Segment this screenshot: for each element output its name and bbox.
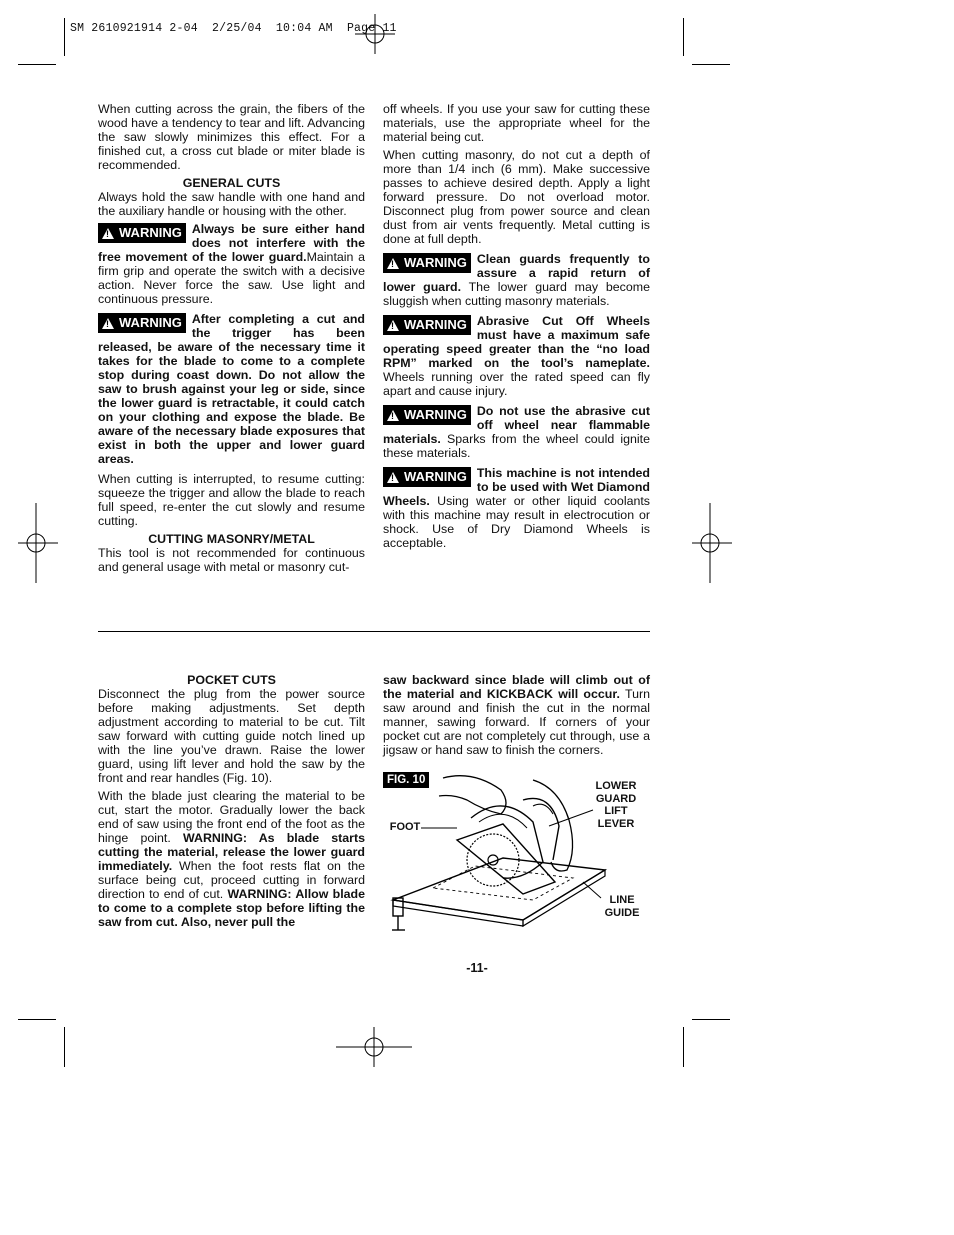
masonry-heading: CUTTING MASONRY/METAL — [148, 532, 315, 546]
lower-left-column — [98, 673, 365, 933]
warning-badge: ! WARNING — [383, 253, 471, 273]
warning-badge: ! WARNING — [98, 313, 186, 333]
figure-label: FIG. 10 — [383, 772, 429, 788]
masonry-text: This tool is not recommended for continuous and general usage with metal or masonry cut- — [98, 546, 365, 574]
warning-triangle-icon: ! — [387, 320, 399, 331]
warning-triangle-icon: ! — [387, 410, 399, 421]
section-divider — [98, 631, 650, 632]
warning-triangle-icon: ! — [387, 258, 399, 269]
warning-badge: ! WARNING — [383, 467, 471, 487]
pocket-cuts-procedure-paragraph: With the blade just clearing the material to be cut, start the motor. Gradually lower the back end of saw using the front end of the foot as the hinge point. WARNING: As blade starts cutting the material, release the lower guard immediately. When the foot rests flat on the surface being cut, proceed cutting in forward direction to end of cut. WARNING: Allow blade to come to a complete stop before lifting the saw from cut. Also, never pull the — [98, 789, 366, 929]
registration-mark-bottom — [336, 1027, 412, 1067]
figure-10 — [383, 770, 650, 940]
warning-badge: ! WARNING — [98, 223, 186, 243]
callout-foot: FOOT — [389, 821, 421, 833]
print-slug: SM 2610921914 2-04 2/25/04 10:04 AM Page 11 — [70, 22, 397, 35]
warning-triangle-icon: ! — [387, 472, 399, 483]
pocket-cuts-heading: POCKET CUTS — [187, 673, 276, 687]
warning-badge: ! WARNING — [383, 315, 471, 335]
registration-mark-top — [355, 14, 395, 54]
general-cuts-text: Always hold the saw handle with one hand and the auxiliary handle or housing with the other. — [98, 190, 365, 218]
callout-line-guide: LINE GUIDE — [604, 894, 640, 919]
upper-left-column — [98, 102, 365, 578]
warning-block-wet-diamond: ! WARNING This machine is not intended to be used with Wet Diamond Wheels. Using water or other liquid coolants with this machine may result in electrocution or shock. Use of Dry Diamond Wheels is acceptable. — [383, 466, 650, 550]
pocket-cuts-setup-paragraph: Disconnect the plug from the power source before making adjustments. Set depth adjustment according to material to be cut. Tilt saw forward with cutting guide notch lined up with the line you’ve drawn. Raise the lower guard, using lift lever and hold the saw by the front and rear handles (Fig. 10). — [98, 687, 365, 785]
cutoff-wheels-paragraph: off wheels. If you use your saw for cutting these materials, use the appropriate wheel for the material being cut. — [383, 102, 650, 144]
warning-badge: ! WARNING — [383, 405, 471, 425]
registration-mark-left — [18, 503, 58, 583]
masonry-depth-paragraph: When cutting masonry, do not cut a depth of more than 1/4 inch (6 mm). Make successive passes to achieve desired depth. Apply a light forward pressure. Do not overload motor. Disconnect plug from power source and clean dust from air vents frequently. Metal cutting is done at full depth. — [383, 148, 650, 246]
warning-block-coast-down: ! WARNING After completing a cut and the trigger has been released, be aware of the necessary time it takes for the blade to come to a complete stop during coast down. Do not allow the saw to brush against your leg or side, since the lower guard is retractable, it could catch on your clothing and expose the blade. Be aware of the necessary blade exposures that exist in both the upper and lower guard areas. — [98, 312, 365, 466]
warning-block-clean-guards: ! WARNING Clean guards frequently to assure a rapid return of lower guard. The lower guard may become sluggish when cutting masonry materials. — [383, 252, 650, 308]
warning-block-lower-guard: ! WARNING Always be sure either hand does not interfere with the free movement of the lower guard.Maintain a firm grip and operate the switch with a decisive action. Never force the saw. Use light and continuous pressure. — [98, 222, 365, 306]
general-cuts-heading: GENERAL CUTS — [182, 176, 281, 190]
warning-block-abrasive-speed: ! WARNING Abrasive Cut Off Wheels must have a maximum safe operating speed greater than the “no load RPM” marked on the tool’s nameplate. Wheels running over the rated speed can fly apart and cause injury. — [383, 314, 650, 398]
grain-paragraph: When cutting across the grain, the fibers of the wood have a tendency to tear and lift. Advancing the saw slowly minimizes this effect. For a finished cut, a cross cut blade or miter blade is recommended. — [98, 102, 365, 172]
registration-mark-right — [692, 503, 732, 583]
callout-lower-guard-lift-lever: LOWER GUARD LIFT LEVER — [595, 780, 637, 830]
warning-triangle-icon: ! — [102, 318, 114, 329]
interrupted-paragraph: When cutting is interrupted, to resume cutting: squeeze the trigger and allow the blade to reach full speed, re-enter the cut slowly and resume cutting. — [98, 472, 365, 528]
warning-triangle-icon: ! — [102, 228, 114, 239]
upper-right-column — [383, 102, 650, 554]
warning-block-flammable: ! WARNING Do not use the abrasive cut off wheel near flammable materials. Sparks from the wheel could ignite these materials. — [383, 404, 650, 460]
kickback-paragraph: saw backward since blade will climb out of the material and KICKBACK will occur. Turn saw around and finish the cut in the normal manner, sawing forward. If corners of your pocket cut are not completely cut through, use a jigsaw or hand saw to finish the corners. — [383, 673, 650, 757]
page-number: -11- — [466, 961, 488, 975]
lower-right-column — [383, 673, 650, 761]
